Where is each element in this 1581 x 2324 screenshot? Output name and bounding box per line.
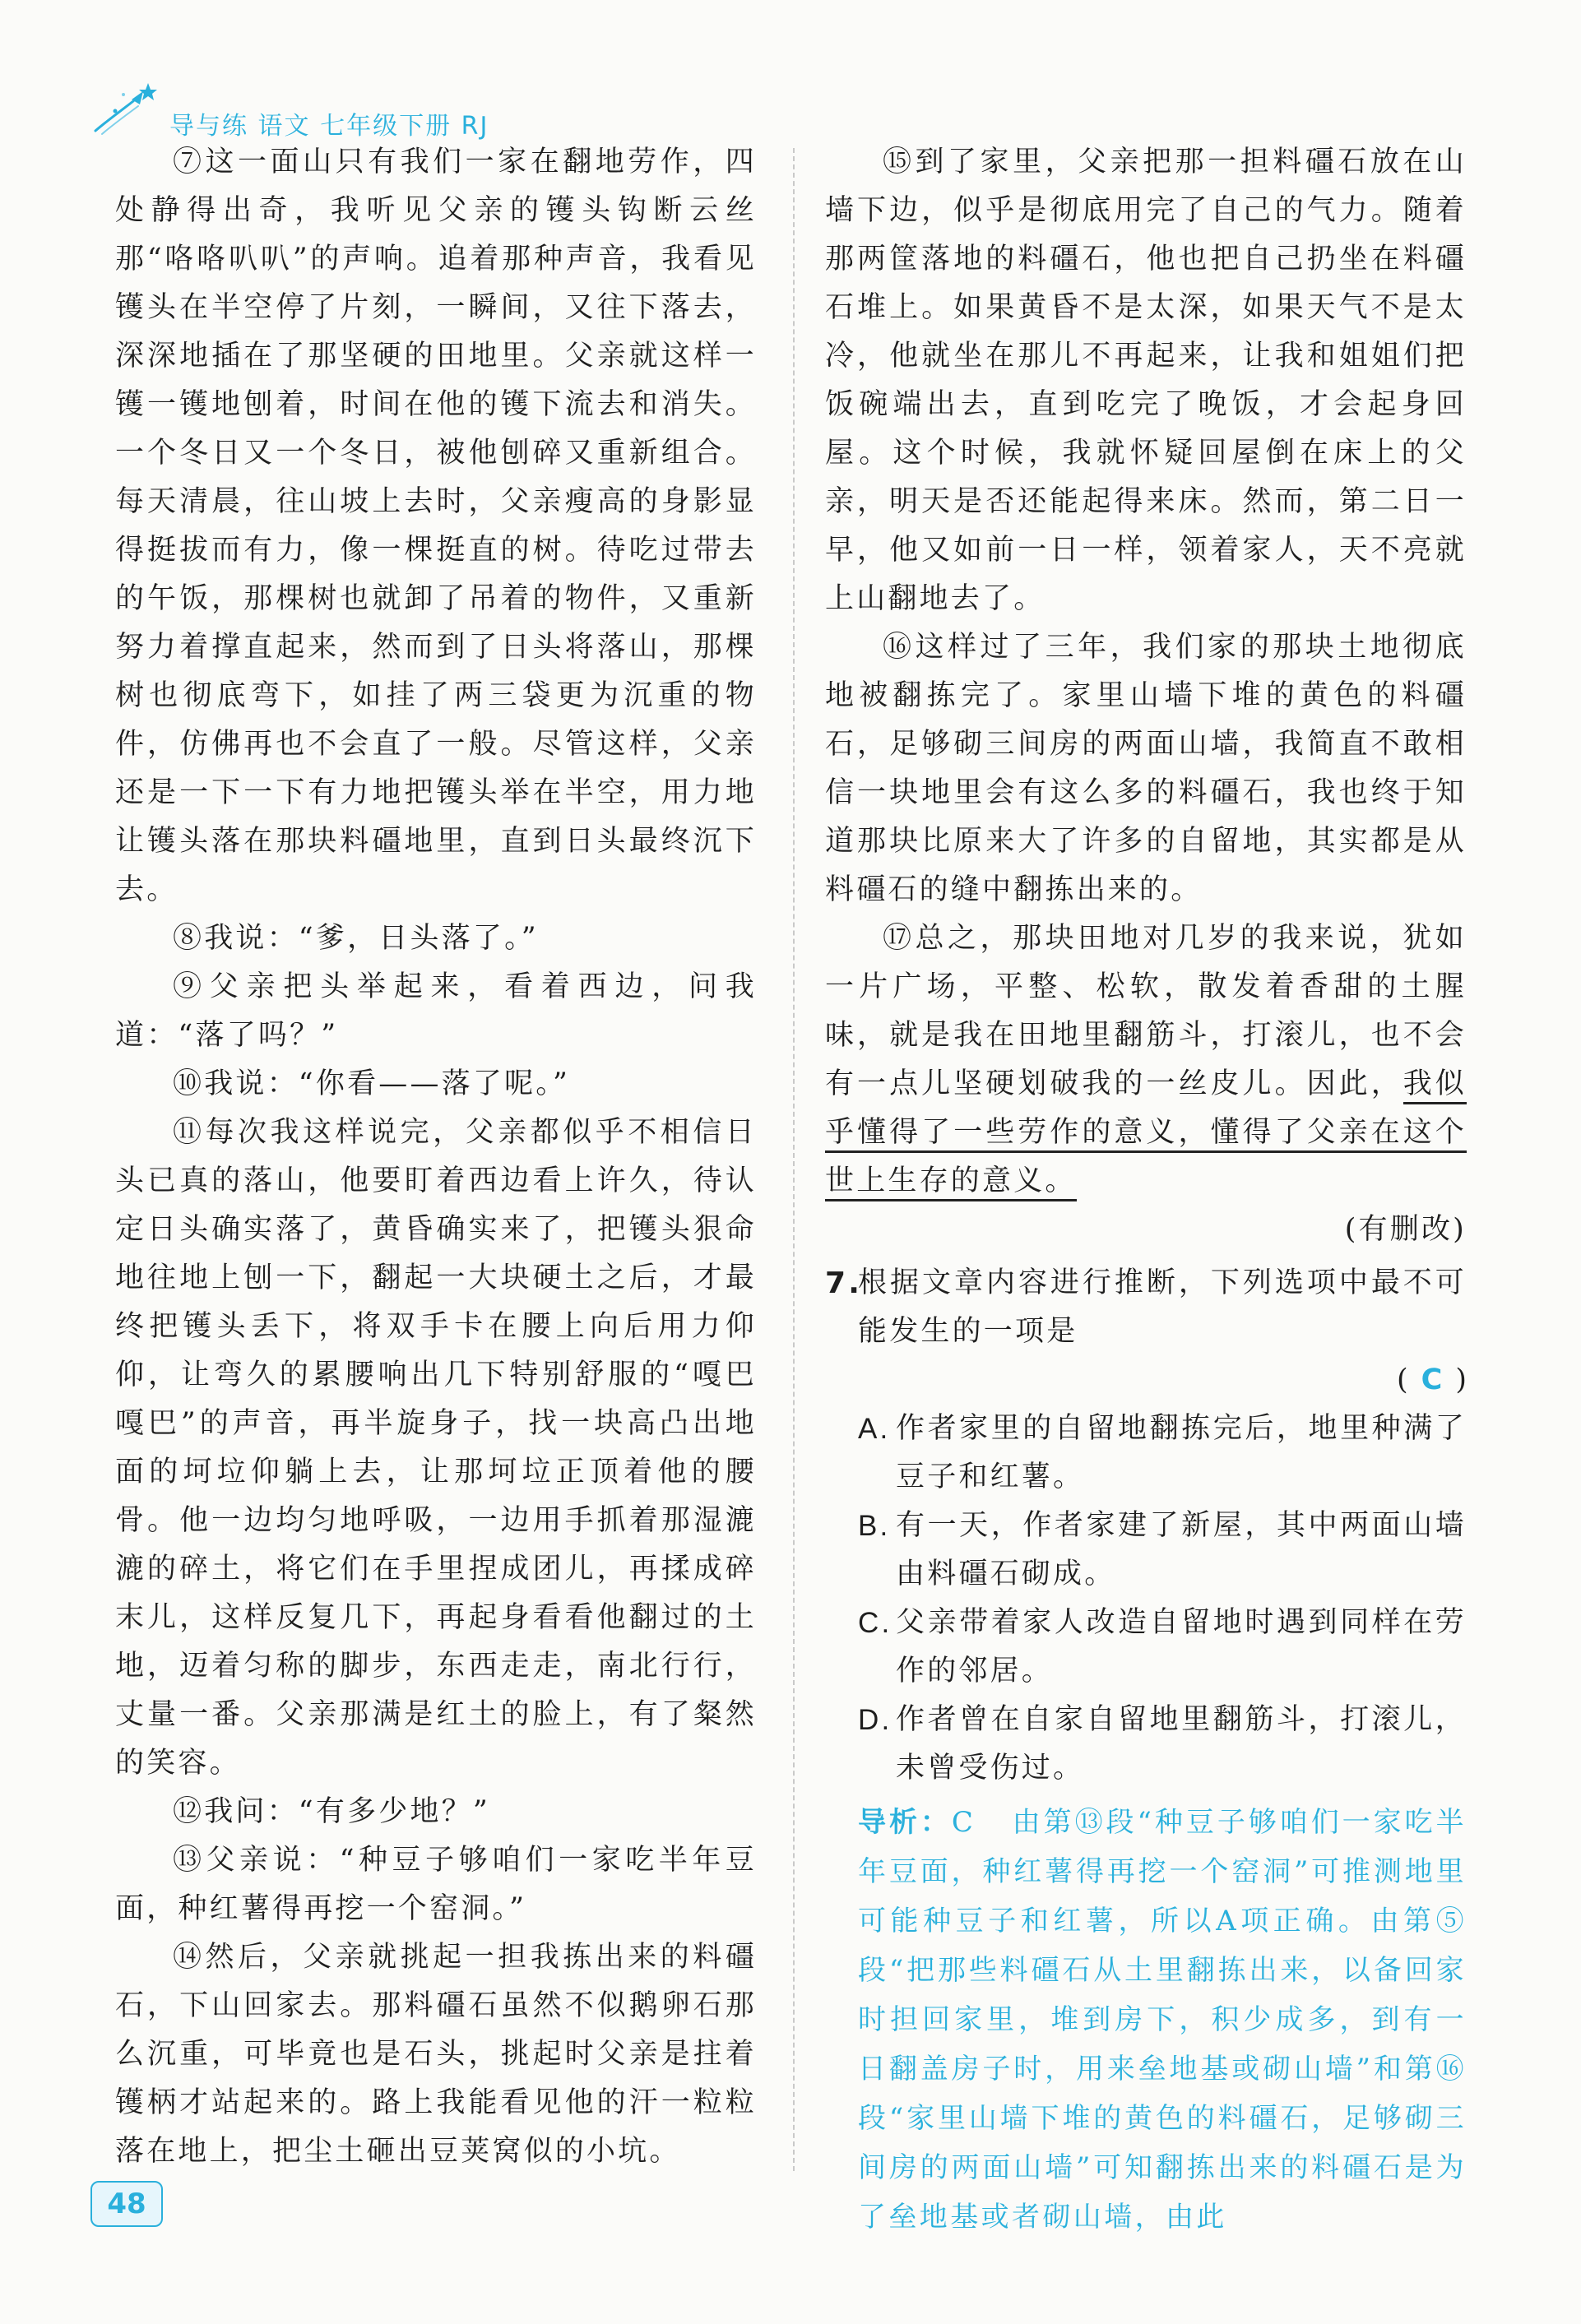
option-d [825,1696,1467,1793]
column-divider [793,148,795,2171]
page-header [90,76,489,141]
question-7 [825,1259,1467,1405]
option-text: 作者曾在自家自留地里翻筋斗，打滚儿，未曾受伤过。 [896,1703,1467,1785]
question-number: 7. [825,1266,863,1300]
option-c [825,1599,1467,1696]
analysis-text: 由第⑬段“种豆子够咱们一家吃半年豆面，种红薯得再挖一个窑洞”可推测地里可能种豆子和红薯，所以A项正确。由第⑤段“把那些料礓石从土里翻拣出来，以备回家时担回家里，堆到房下，积少成多，到有一日翻盖房子时，用来垒地基或砌山墙”和第⑯段“家里山墙下堆的黄色的料礓石，足够砌三间房的两面山墙”可知翻拣出来的料礓石是为了垒地基或者砌山墙，由此 [858,1806,1467,2234]
paragraph-11: ⑪每次我这样说完，父亲都似乎不相信日头已真的落山，他要盯着西边看上许久，待认定日头确实落了，黄昏确实来了，把镬头狠命地往地上刨一下，翻起一大块硬土之后，才最终把镬头丢下，将双手卡在腰上向后用力仰仰，让弯久的累腰响出几下特别舒服的“嘎巴嘎巴”的声音，再半旋身子，找一块高凸出地面的坷垃仰躺上去，让那坷垃正顶着他的腰骨。他一边均匀地呼吸，一边用手抓着那湿漉漉的碎土，将它们在手里捏成团儿，再揉成碎末儿，这样反复几下，再起身看看他翻过的土地，迈着匀称的脚步，东西走走，南北行行，丈量一番。父亲那满是红土的脸上，有了粲然的笑容。 [115,1116,757,1780]
underlined-sentence: 我似乎懂得了一些劳作的意义，懂得了父亲在这个世上生存的意义。 [825,1067,1467,1201]
question-stem: 根据文章内容进行推断，下列选项中最不可能发生的一项是 [858,1266,1467,1348]
option-letter: A. [858,1413,891,1445]
option-letter: B. [858,1510,891,1542]
source-note: (有删改) [1344,1213,1467,1246]
option-letter: D. [858,1704,892,1736]
paragraph-13: ⑬父亲说：“种豆子够咱们一家吃半年豆面，种红薯得再挖一个窑洞。” [115,1844,757,1925]
option-text: 父亲带着家人改造自留地时遇到同样在劳作的邻居。 [896,1606,1467,1687]
option-a [825,1405,1467,1502]
rocket-star-icon [90,80,161,137]
paragraph-8: ⑧我说：“爹，日头落了。” [173,922,539,955]
paragraph-7: ⑦这一面山只有我们一家在翻地劳作，四处静得出奇，我听见父亲的镬头钩断云丝那“咯咯叭叭”的声响。追着那种声音，我看见镬头在半空停了片刻，一瞬间，又往下落去，深深地插在了那坚硬的田地里。父亲就这样一镬一镬地刨着，时间在他的镬下流去和消失。一个冬日又一个冬日，被他刨碎又重新组合。每天清晨，往山坡上去时，父亲瘦高的身影显得挺拔而有力，像一棵挺直的树。待吃过带去的午饭，那棵树也就卸了吊着的物件，又重新努力着撑直起来，然而到了日头将落山，那棵树也彻底弯下，如挂了两三袋更为沉重的物件，仿佛再也不会直了一般。尽管这样，父亲还是一下一下有力地把镬头举在半空，用力地让镬头落在那块料礓地里，直到日头最终沉下去。 [115,146,757,906]
analysis-answer: C [951,1806,976,1839]
analysis-label: 导析： [858,1806,952,1839]
option-letter: C. [858,1607,892,1639]
answer-bracket: ( C ) [1397,1363,1467,1396]
left-column [115,138,757,2176]
paragraph-16: ⑯这样过了三年，我们家的那块土地彻底地被翻拣完了。家里山墙下堆的黄色的料礓石，足够砌三间房的两面山墙，我简直不敢相信一块地里会有这么多的料礓石，我也终于知道那块比原来大了许多的自留地，其实都是从料礓石的缝中翻拣出来的。 [825,631,1467,906]
paragraph-10: ⑩我说：“你看——落了呢。” [173,1067,571,1100]
option-b [825,1502,1467,1599]
option-text: 作者家里的自留地翻拣完后，地里种满了豆子和红薯。 [896,1412,1467,1493]
paragraph-17-text: ⑰总之，那块田地对几岁的我来说，犹如一片广场，平整、松软，散发着香甜的土腥味，就是我在田地里翻筋斗，打滚儿，也不会有一点儿坚硬划破我的一丝皮儿。因此， [825,922,1467,1100]
paragraph-17 [825,914,1467,1206]
option-text: 有一天，作者家建了新屋，其中两面山墙由料礓石砌成。 [896,1509,1467,1590]
right-column [825,138,1467,2242]
answer-letter: C [1421,1363,1443,1396]
paragraph-9: ⑨父亲把头举起来，看着西边，问我道：“落了吗？” [115,970,757,1052]
analysis-block [825,1798,1467,2242]
paragraph-14: ⑭然后，父亲就挑起一担我拣出来的料礓石，下山回家去。那料礓石虽然不似鹅卵石那么沉重，可毕竟也是石头，挑起时父亲是拄着镬柄才站起来的。路上我能看见他的汗一粒粒落在地上，把尘土砸出豆荚窝似的小坑。 [115,1941,757,2168]
paragraph-15: ⑮到了家里，父亲把那一担料礓石放在山墙下边，似乎是彻底用完了自己的气力。随着那两筐落地的料礓石，他也把自己扔坐在料礓石堆上。如果黄昏不是太深，如果天气不是太冷，他就坐在那儿不再起来，让我和姐姐们把饭碗端出去，直到吃完了晚饭，才会起身回屋。这个时候，我就怀疑回屋倒在床上的父亲，明天是否还能起得来床。然而，第二日一早，他又如前一日一样，领着家人，天不亮就上山翻地去了。 [825,146,1467,615]
book-title: 导与练 语文 七年级下册 RJ [169,112,489,141]
page-number: 48 [90,2181,163,2227]
paragraph-12: ⑫我问：“有多少地？” [173,1795,490,1828]
